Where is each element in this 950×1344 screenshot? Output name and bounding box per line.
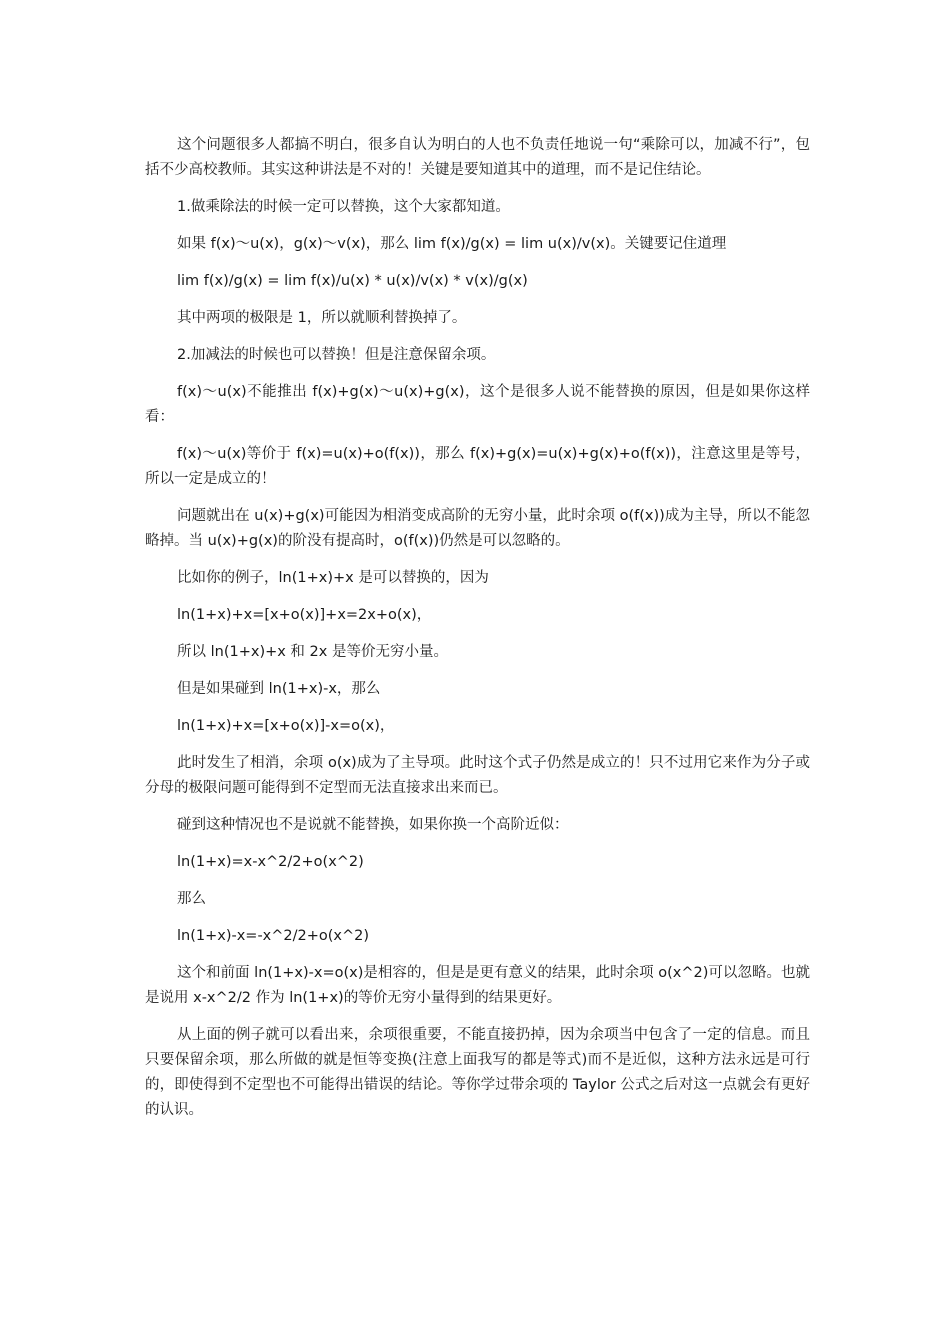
paragraph-conclusion: 从上面的例子就可以看出来，余项很重要，不能直接扔掉，因为余项当中包含了一定的信息。而且只要保留余项，那么所做的就是恒等变换(注意上面我写的都是等式)而不是近似，这种方法永远是可行的，即使得到不定型也不可能得出错误的结论。等你学过带余项的 Taylor 公式之后对这一点就会有更好的认识。: [145, 1027, 810, 1118]
paragraph-example: 比如你的例子，ln(1+x)+x 是可以替换的，因为: [177, 570, 489, 586]
formula-ln-cancel: ln(1+x)+x=[x+o(x)]-x=o(x)，: [177, 718, 395, 734]
paragraph-higher-order: 碰到这种情况也不是说就不能替换，如果你换一个高阶近似：: [177, 817, 569, 833]
formula-ln-plus-x: ln(1+x)+x=[x+o(x)]+x=2x+o(x)，: [177, 607, 432, 623]
paragraph-intro: 这个问题很多人都搞不明白，很多自认为明白的人也不负责任地说一句“乘除可以，加减不行”，包括不少高校教师。其实这种讲法是不对的！关键是要知道其中的道理，而不是记住结论。: [145, 137, 810, 178]
paragraph-cannot-infer: f(x)～u(x)不能推出 f(x)+g(x)～u(x)+g(x)，这个是很多人说不能替换的原因，但是如果你这样看：: [145, 384, 810, 425]
formula-lim-product: lim f(x)/g(x) = lim f(x)/u(x) * u(x)/v(x) * v(x)/g(x): [177, 273, 528, 289]
paragraph-equivalence: 如果 f(x)～u(x)，g(x)～v(x)，那么 lim f(x)/g(x) = lim u(x)/v(x)。关键要记住道理: [177, 236, 727, 252]
paragraph-cancellation: 此时发生了相消，余项 o(x)成为了主导项。此时这个式子仍然是成立的！只不过用它来作为分子或分母的极限问题可能得到不定型而无法直接求出来而已。: [145, 755, 810, 796]
paragraph-compatible: 这个和前面 ln(1+x)-x=o(x)是相容的，但是是更有意义的结果，此时余项 o(x^2)可以忽略。也就是说用 x-x^2/2 作为 ln(1+x)的等价无穷小量得到的结果更好。: [145, 965, 810, 1006]
paragraph-equivalent-2x: 所以 ln(1+x)+x 和 2x 是等价无穷小量。: [177, 644, 448, 660]
document-body: [145, 133, 810, 1135]
paragraph-then: 那么: [177, 891, 206, 907]
paragraph-problem: 问题就出在 u(x)+g(x)可能因为相消变成高阶的无穷小量，此时余项 o(f(x))成为主导，所以不能忽略掉。当 u(x)+g(x)的阶没有提高时，o(f(x))仍然是可以忽略的。: [145, 508, 810, 549]
paragraph-point-2: 2.加减法的时候也可以替换！但是注意保留余项。: [177, 347, 496, 363]
paragraph-ln-minus-x: 但是如果碰到 ln(1+x)-x，那么: [177, 681, 381, 697]
paragraph-limit-one: 其中两项的极限是 1，所以就顺利替换掉了。: [177, 310, 467, 326]
formula-ln-minus-x-taylor: ln(1+x)-x=-x^2/2+o(x^2): [177, 928, 370, 944]
formula-ln-taylor: ln(1+x)=x-x^2/2+o(x^2): [177, 854, 364, 870]
paragraph-equivalent-to: f(x)～u(x)等价于 f(x)=u(x)+o(f(x))，那么 f(x)+g(x)=u(x)+g(x)+o(f(x))，注意这里是等号，所以一定是成立的！: [145, 446, 810, 487]
paragraph-point-1: 1.做乘除法的时候一定可以替换，这个大家都知道。: [177, 199, 510, 215]
